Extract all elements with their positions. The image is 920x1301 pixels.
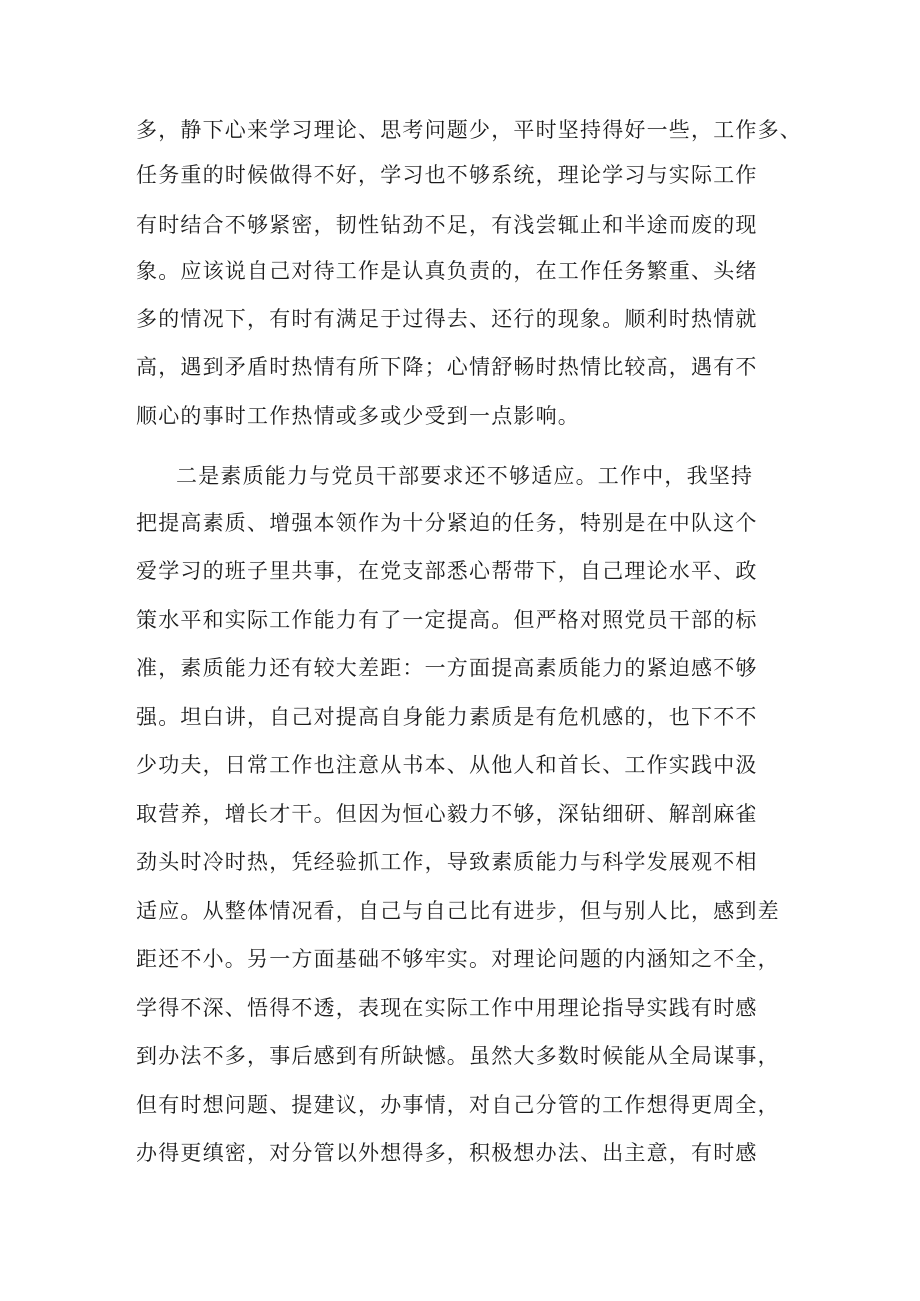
paragraph-1-line: 象。应该说自己对待工作是认真负责的，在工作任务繁重、头绪 bbox=[136, 259, 758, 283]
paragraph-2-line: 强。坦白讲，自己对提高自身能力素质是有危机感的，也下不不 bbox=[136, 705, 758, 729]
paragraph-2-line: 取营养，增长才干。但因为恒心毅力不够，深钻细研、解剖麻雀 bbox=[136, 802, 758, 826]
paragraph-2-line: 但有时想问题、提建议，办事情，对自己分管的工作想得更周全， bbox=[136, 1093, 780, 1117]
paragraph-1-line: 高，遇到矛盾时热情有所下降；心情舒畅时热情比较高，遇有不 bbox=[136, 355, 758, 379]
paragraph-2-line: 准，素质能力还有较大差距：一方面提高素质能力的紧迫感不够 bbox=[136, 656, 758, 680]
paragraph-1-line: 顺心的事时工作热情或多或少受到一点影响。 bbox=[136, 404, 580, 428]
paragraph-2-line: 二是素质能力与党员干部要求还不够适应。工作中，我坚持 bbox=[176, 464, 754, 488]
paragraph-1-line: 任务重的时候做得不好，学习也不够系统，理论学习与实际工作 bbox=[136, 163, 758, 187]
paragraph-2-line: 劲头时冷时热，凭经验抓工作，导致素质能力与科学发展观不相 bbox=[136, 850, 758, 874]
paragraph-2-line: 办得更缜密，对分管以外想得多，积极想办法、出主意，有时感 bbox=[136, 1141, 758, 1165]
paragraph-1-line: 多的情况下，有时有满足于过得去、还行的现象。顺利时热情就 bbox=[136, 307, 758, 331]
paragraph-1-line: 有时结合不够紧密，韧性钻劲不足，有浅尝辄止和半途而废的现 bbox=[136, 213, 758, 237]
paragraph-2-line: 少功夫，日常工作也注意从书本、从他人和首长、工作实践中汲 bbox=[136, 753, 758, 777]
paragraph-2-line: 到办法不多，事后感到有所缺憾。虽然大多数时候能从全局谋事， bbox=[136, 1044, 780, 1068]
paragraph-2-line: 学得不深、悟得不透，表现在实际工作中用理论指导实践有时感 bbox=[136, 996, 758, 1020]
paragraph-2-line: 把提高素质、增强本领作为十分紧迫的任务，特别是在中队这个 bbox=[136, 511, 758, 535]
paragraph-2-line: 适应。从整体情况看，自己与自己比有进步，但与别人比，感到差 bbox=[136, 899, 780, 923]
paragraph-1-line: 多，静下心来学习理论、思考问题少，平时坚持得好一些，工作多、 bbox=[136, 118, 802, 142]
paragraph-2-line: 距还不小。另一方面基础不够牢实。对理论问题的内涵知之不全， bbox=[136, 947, 780, 971]
paragraph-2-line: 爱学习的班子里共事，在党支部悉心帮带下，自己理论水平、政 bbox=[136, 559, 758, 583]
paragraph-2-line: 策水平和实际工作能力有了一定提高。但严格对照党员干部的标 bbox=[136, 608, 758, 632]
